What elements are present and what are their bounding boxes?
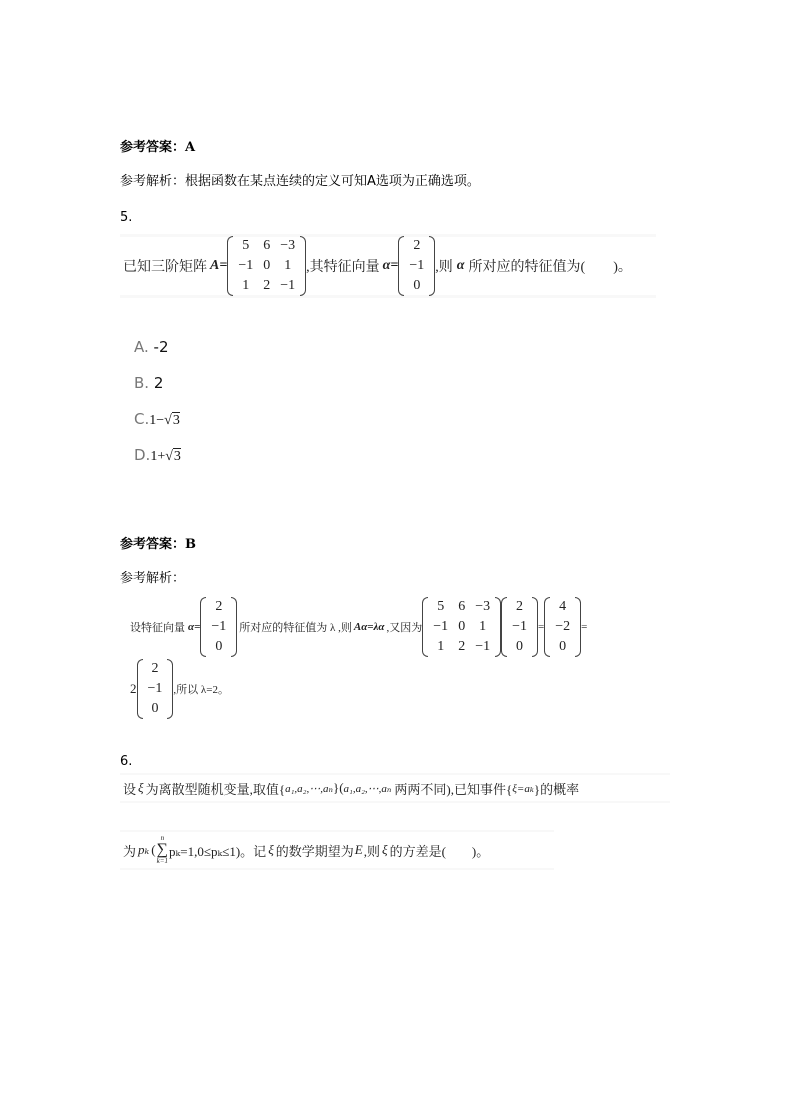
sum-symbol: n ∑ k=1	[156, 834, 169, 865]
q5-analysis-line1: 设特征向量 α= 2 −1 0 所对应的特征值为 λ ,则 Aα=λα ,又因为 5 6 −3 −1 0 1 1 2 −1 2 −1 0 = 4 −2 0 =	[130, 596, 587, 658]
analysis-vector-alpha-2: 2 −1 0	[501, 597, 538, 657]
vector-alpha-symbol: α=	[382, 258, 399, 273]
q4-answer: 参考答案：A	[120, 140, 196, 155]
q5-stem-prefix: 已知三阶矩阵	[123, 260, 207, 275]
option-c[interactable]: C.1−√3	[134, 410, 180, 428]
q5-stem-image	[120, 234, 656, 298]
vector-alpha: 2 −1 0	[398, 236, 435, 296]
alpha-symbol: α	[456, 258, 465, 273]
analysis-vector-alpha: 2 −1 0	[200, 597, 237, 657]
q6-number: 6.	[120, 754, 133, 769]
analysis-vector-alpha-3: 2 −1 0	[137, 659, 174, 719]
option-d[interactable]: D.1+√3	[134, 446, 181, 464]
analysis-matrix-a: 5 6 −3 −1 0 1 1 2 −1	[422, 597, 501, 657]
matrix-a: 5 6 −3 −1 0 1 1 2 −1	[227, 236, 306, 296]
q5-analysis-label: 参考解析：	[120, 571, 186, 586]
q5-stem-suffix2: 所对应的特征值为( )。	[468, 260, 632, 275]
q5-stem-suffix1: ,则	[435, 260, 453, 275]
option-a[interactable]: A. -2	[134, 338, 169, 356]
analysis-result-vector: 4 −2 0	[544, 597, 581, 657]
q6-stem-image-1: 设 ξ 为离散型随机变量,取值{ a₁,a₂,⋯,aₙ }( a₁,a₂,⋯,aₙ 两两不同),已知事件{ ξ=aₖ }的概率	[120, 773, 670, 803]
matrix-a-symbol: A=	[210, 258, 228, 273]
q5-number: 5.	[120, 210, 133, 225]
q5-analysis-line2: 2 2 −1 0 ,所以 λ=2。	[130, 660, 229, 718]
q4-analysis: 参考解析：根据函数在某点连续的定义可知A选项为正确选项。	[120, 174, 480, 189]
option-b[interactable]: B. 2	[134, 374, 164, 392]
q5-answer: 参考答案：B	[120, 537, 196, 552]
q6-stem-image-2: 为 pₖ ( n ∑ k=1 pₖ=1,0≤pₖ≤1)。记 ξ 的数学期望为 E ,则 ξ 的方差是( )。	[120, 830, 554, 870]
q5-stem-mid: ,其特征向量	[306, 260, 380, 275]
